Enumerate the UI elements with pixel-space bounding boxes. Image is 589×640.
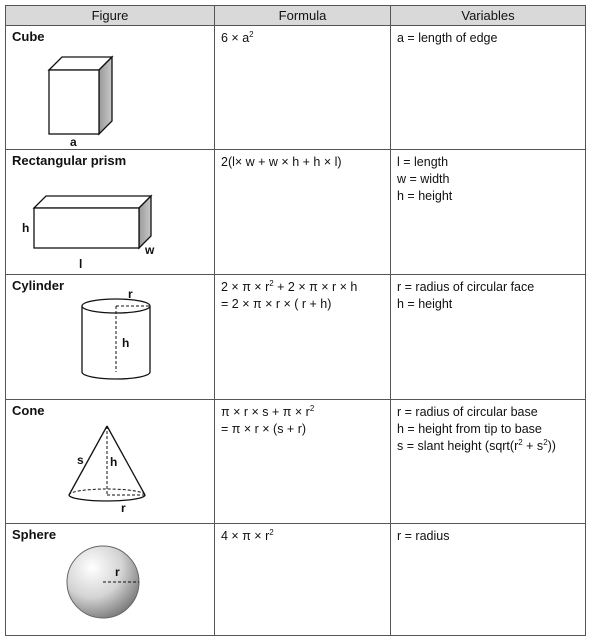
formula-line-cube — [221, 30, 384, 47]
prism-front-face — [34, 208, 139, 248]
table-row-sphere — [6, 524, 586, 636]
variables-cell-cone — [391, 400, 586, 524]
formula-cell-cylinder — [215, 275, 391, 400]
variable-text: + s — [522, 439, 544, 453]
variable-line: r = radius of circular base — [397, 405, 538, 419]
cylinder-label-h: h — [122, 336, 130, 350]
variable-line: a = length of edge — [397, 31, 498, 45]
figure-cell-cylinder — [6, 275, 215, 400]
formula-exponent: 2 — [269, 527, 274, 537]
formula-cell-cone — [215, 400, 391, 524]
prism-label-w: w — [145, 243, 155, 257]
variables-cell-rectangular-prism — [391, 150, 586, 275]
formula-line-cone-2: = π × r × (s + r) — [221, 422, 307, 436]
variable-line: l = length — [397, 155, 449, 169]
figure-cell-cone — [6, 400, 215, 524]
sphere-drawing — [6, 524, 215, 636]
cube-label-a: a — [70, 135, 77, 149]
cylinder-label-r: r — [128, 287, 133, 301]
variable-line-slant — [397, 438, 579, 455]
variables-cell-cylinder — [391, 275, 586, 400]
formula-line-cone-1 — [221, 404, 384, 421]
header-formula: Formula — [215, 6, 391, 26]
variable-text: )) — [547, 439, 556, 453]
cube-side-face — [99, 57, 112, 134]
figure-name-sphere: Sphere — [12, 527, 57, 542]
cube-front-face — [49, 70, 99, 134]
cone-label-h: h — [110, 455, 118, 469]
header-row — [6, 6, 586, 26]
cone-drawing — [6, 400, 215, 524]
rectangular-prism-drawing — [6, 150, 215, 275]
table-row-cone — [6, 400, 586, 524]
formula-cell-cube — [215, 26, 391, 150]
prism-top-face — [34, 196, 151, 208]
cube-drawing — [6, 26, 215, 150]
cone-label-r: r — [121, 501, 126, 515]
cylinder-drawing — [6, 275, 215, 400]
header-figure: Figure — [6, 6, 215, 26]
sphere-label-r: r — [115, 565, 120, 579]
variable-exponent: 2 — [518, 437, 523, 447]
formula-cell-rectangular-prism — [215, 150, 391, 275]
variable-line: h = height — [397, 189, 453, 203]
table-row-cube — [6, 26, 586, 150]
formula-text: π × r × s + π × r — [221, 405, 310, 419]
formula-table — [5, 5, 586, 636]
variable-line: h = height — [397, 297, 453, 311]
variable-line: w = width — [397, 172, 450, 186]
formula-exponent: 2 — [309, 403, 315, 413]
variables-cell-sphere — [391, 524, 586, 636]
variable-line: h = height from tip to base — [397, 422, 542, 436]
figure-name-cylinder: Cylinder — [12, 278, 65, 293]
figure-name-rectangular-prism: Rectangular prism — [12, 153, 127, 168]
figure-name-cone: Cone — [12, 403, 45, 418]
figure-cell-cube — [6, 26, 215, 150]
variable-exponent: 2 — [543, 437, 548, 447]
formula-text: 6 × a — [221, 31, 250, 45]
formula-text: 4 × π × r — [221, 529, 270, 543]
variable-line: r = radius — [397, 529, 450, 543]
variable-text: s = slant height (sqrt(r — [397, 439, 519, 453]
formula-exponent: 2 — [249, 29, 254, 39]
formula-line-sphere — [221, 528, 384, 545]
prism-label-l: l — [79, 257, 83, 271]
variable-line: r = radius of circular face — [397, 280, 535, 294]
cone-base-front — [69, 495, 145, 501]
cone-label-s: s — [77, 453, 84, 467]
formula-exponent: 2 — [269, 278, 274, 288]
formula-cell-sphere — [215, 524, 391, 636]
formula-line-prism: 2(l× w + w × h + h × l) — [221, 155, 342, 169]
table-row-rectangular-prism — [6, 150, 586, 275]
formula-line-cylinder-2: = 2 × π × r × ( r + h) — [221, 297, 332, 311]
prism-label-h: h — [22, 221, 30, 235]
figure-cell-sphere — [6, 524, 215, 636]
figure-cell-rectangular-prism — [6, 150, 215, 275]
table-row-cylinder — [6, 275, 586, 400]
header-variables: Variables — [391, 6, 586, 26]
figure-name-cube: Cube — [12, 29, 45, 44]
formula-text: 2 × π × r — [221, 280, 270, 294]
formula-text: + 2 × π × r × h — [273, 280, 358, 294]
formula-line-cylinder-1 — [221, 279, 384, 296]
variables-cell-cube — [391, 26, 586, 150]
